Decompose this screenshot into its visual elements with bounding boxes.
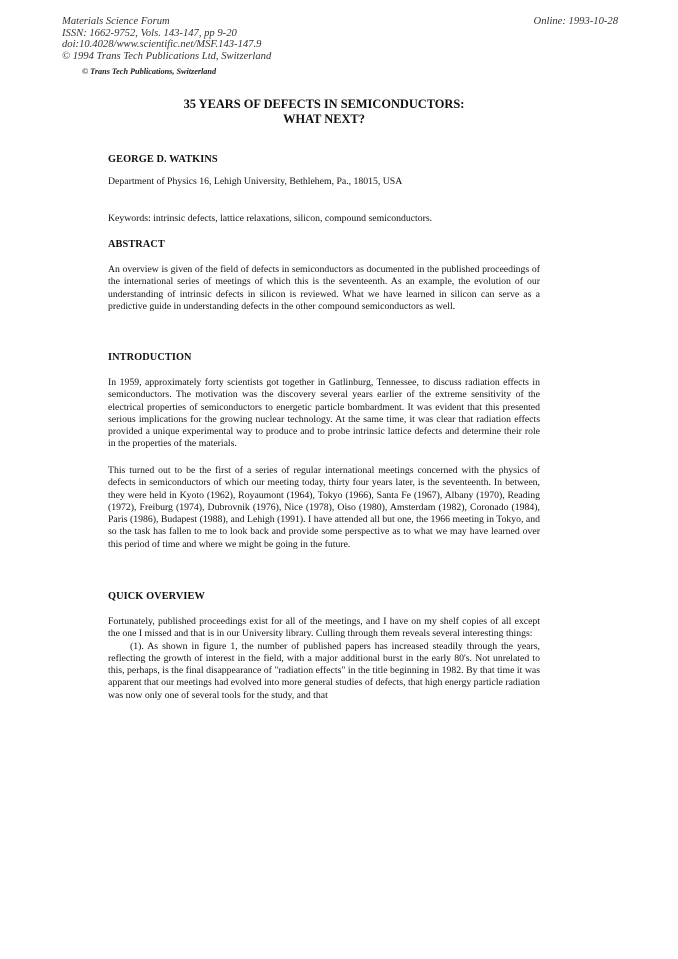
journal-name: Materials Science Forum [62,16,170,27]
copyright-line: © 1994 Trans Tech Publications Ltd, Switzerland [62,50,272,62]
abstract-text: An overview is given of the field of defects in semiconductors as documented in the published proceedings of the international series of meetings of which this is the seventeenth. As an example, the evolution of our understanding of intrinsic defects in silicon is reviewed. What we have learned in silicon can serve as a predictive guide in understanding defects in the other compound semiconductors as well. [108,264,540,312]
publisher-line: © Trans Tech Publications, Switzerland [82,67,217,76]
quick-overview-paragraph-1: Fortunately, published proceedings exist for all of the meetings, and I have on my shelf copies of all except the one I missed and that is in our University library. Culling through them reveals several interesting things: [108,616,540,640]
title-line-1: 35 YEARS OF DEFECTS IN SEMICONDUCTORS: [183,97,465,111]
quick-overview-body [108,616,540,702]
journal-citation [62,16,422,62]
title-line-2: WHAT NEXT? [283,111,365,126]
author-name: GEORGE D. WATKINS [108,154,218,165]
affiliation: Department of Physics 16, Lehigh University, Bethlehem, Pa., 18015, USA [108,176,403,187]
abstract-heading: ABSTRACT [108,239,165,250]
quick-overview-paragraph-2: (1). As shown in figure 1, the number of published papers has increased steadily through the years, reflecting the growth of interest in the field, with a major additional burst in the early 80's. Not unrelated to this, perhaps, is the final disappearance of "radiation effects" in the title beginning in 1982. By that time it was apparent that our meetings had evolved into more general studies of defects, that high energy particle radiation was now only one of several tools for the study, and that [108,640,540,701]
quick-overview-heading: QUICK OVERVIEW [108,591,205,602]
introduction-paragraph-2: This turned out to be the first of a series of regular international meetings concerned with the physics of defects in semiconductors of which our meeting today, thirty four years later, is the seventeenth. In between, they were held in Kyoto (1962), Royaumont (1964), Tokyo (1966), Santa Fe (1967), Albany (1970), Reading (1972), Freiburg (1974), Dubrovnik (1976), Nice (1978), Oiso (1980), Amsterdam (1982), Coronado (1984), Paris (1986), Budapest (1988), and Lehigh (1991). I have attended all but one, the 1966 meeting in Tokyo, and so the task has fallen to me to look back and provide some perspective as to what we may have learned over this period of time and where we might be going in the future. [108,465,540,550]
doi-line: doi:10.4028/www.scientific.net/MSF.143-147.9 [62,39,262,51]
issn-line: ISSN: 1662-9752, Vols. 143-147, pp 9-20 [62,27,237,39]
keywords: Keywords: intrinsic defects, lattice relaxations, silicon, compound semiconductors. [108,213,433,224]
paper-title [108,97,540,126]
online-date: Online: 1993-10-28 [533,16,618,27]
introduction-heading: INTRODUCTION [108,352,192,363]
introduction-paragraph-1: In 1959, approximately forty scientists got together in Gatlinburg, Tennessee, to discuss radiation effects in semiconductors. The motivation was the discovery several years earlier of the extreme sensitivity of the electrical properties of semiconductors to energetic particle bombardment. It was evident that this presented serious implications for the growing nuclear technology. At the same time, it was clear that radiation effects provided a unique experimental way to produce and to probe intrinsic lattice defects and determine their role in the properties of the materials. [108,377,540,450]
